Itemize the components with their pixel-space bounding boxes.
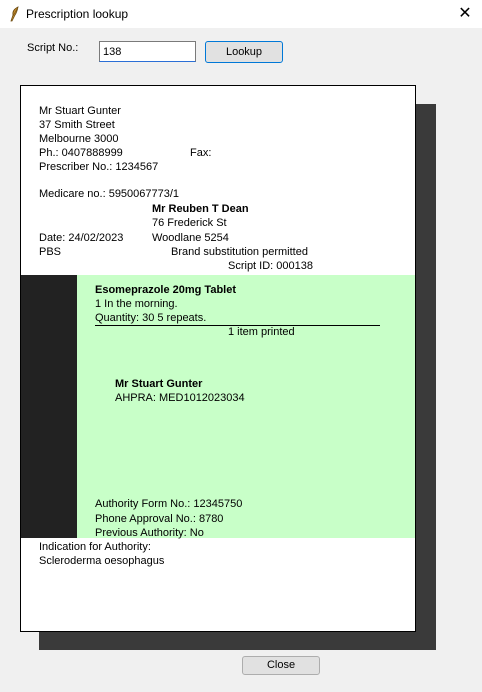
prescriber-phone: Ph.: 0407888999 bbox=[39, 147, 123, 159]
items-printed: 1 item printed bbox=[228, 326, 295, 338]
prescription-page bbox=[20, 85, 416, 632]
brand-substitution: Brand substitution permitted bbox=[171, 246, 308, 258]
patient-city: Woodlane 5254 bbox=[152, 232, 229, 244]
patient-street: 76 Frederick St bbox=[152, 217, 227, 229]
script-id: Script ID: 000138 bbox=[228, 260, 313, 272]
script-type: PBS bbox=[39, 246, 62, 258]
previous-authority: Previous Authority: No bbox=[95, 527, 204, 539]
prescriber-city: Melbourne 3000 bbox=[39, 133, 119, 145]
indication-text: Scleroderma oesophagus bbox=[39, 555, 165, 567]
black-margin-bar bbox=[21, 275, 77, 538]
window-title: Prescription lookup bbox=[26, 7, 129, 21]
prescriber-street: 37 Smith Street bbox=[39, 119, 115, 131]
phone-approval-no: Phone Approval No.: 8780 bbox=[95, 513, 224, 525]
medicare-number: Medicare no.: 5950067773/1 bbox=[39, 188, 180, 200]
close-icon[interactable]: ✕ bbox=[458, 5, 472, 22]
drug-directions: 1 In the morning. bbox=[95, 298, 178, 310]
prescriber-number: Prescriber No.: 1234567 bbox=[39, 161, 159, 173]
close-button[interactable]: Close bbox=[242, 656, 320, 675]
signature-name: Mr Stuart Gunter bbox=[115, 378, 203, 390]
script-no-label: Script No.: bbox=[27, 42, 79, 54]
lookup-button[interactable]: Lookup bbox=[205, 41, 283, 63]
drug-quantity: Quantity: 30 5 repeats. bbox=[95, 312, 207, 324]
signature-ahpra: AHPRA: MED1012023034 bbox=[115, 392, 245, 404]
footer-bar bbox=[0, 650, 482, 692]
script-date: Date: 24/02/2023 bbox=[39, 232, 124, 244]
authority-form-no: Authority Form No.: 12345750 bbox=[95, 498, 243, 510]
drug-name: Esomeprazole 20mg Tablet bbox=[95, 284, 237, 296]
patient-name: Mr Reuben T Dean bbox=[152, 203, 249, 215]
script-no-input[interactable] bbox=[99, 41, 196, 62]
prescriber-name: Mr Stuart Gunter bbox=[39, 105, 121, 117]
prescriber-fax: Fax: bbox=[190, 147, 212, 159]
indication-label: Indication for Authority: bbox=[39, 541, 151, 553]
app-feather-icon bbox=[8, 6, 22, 22]
